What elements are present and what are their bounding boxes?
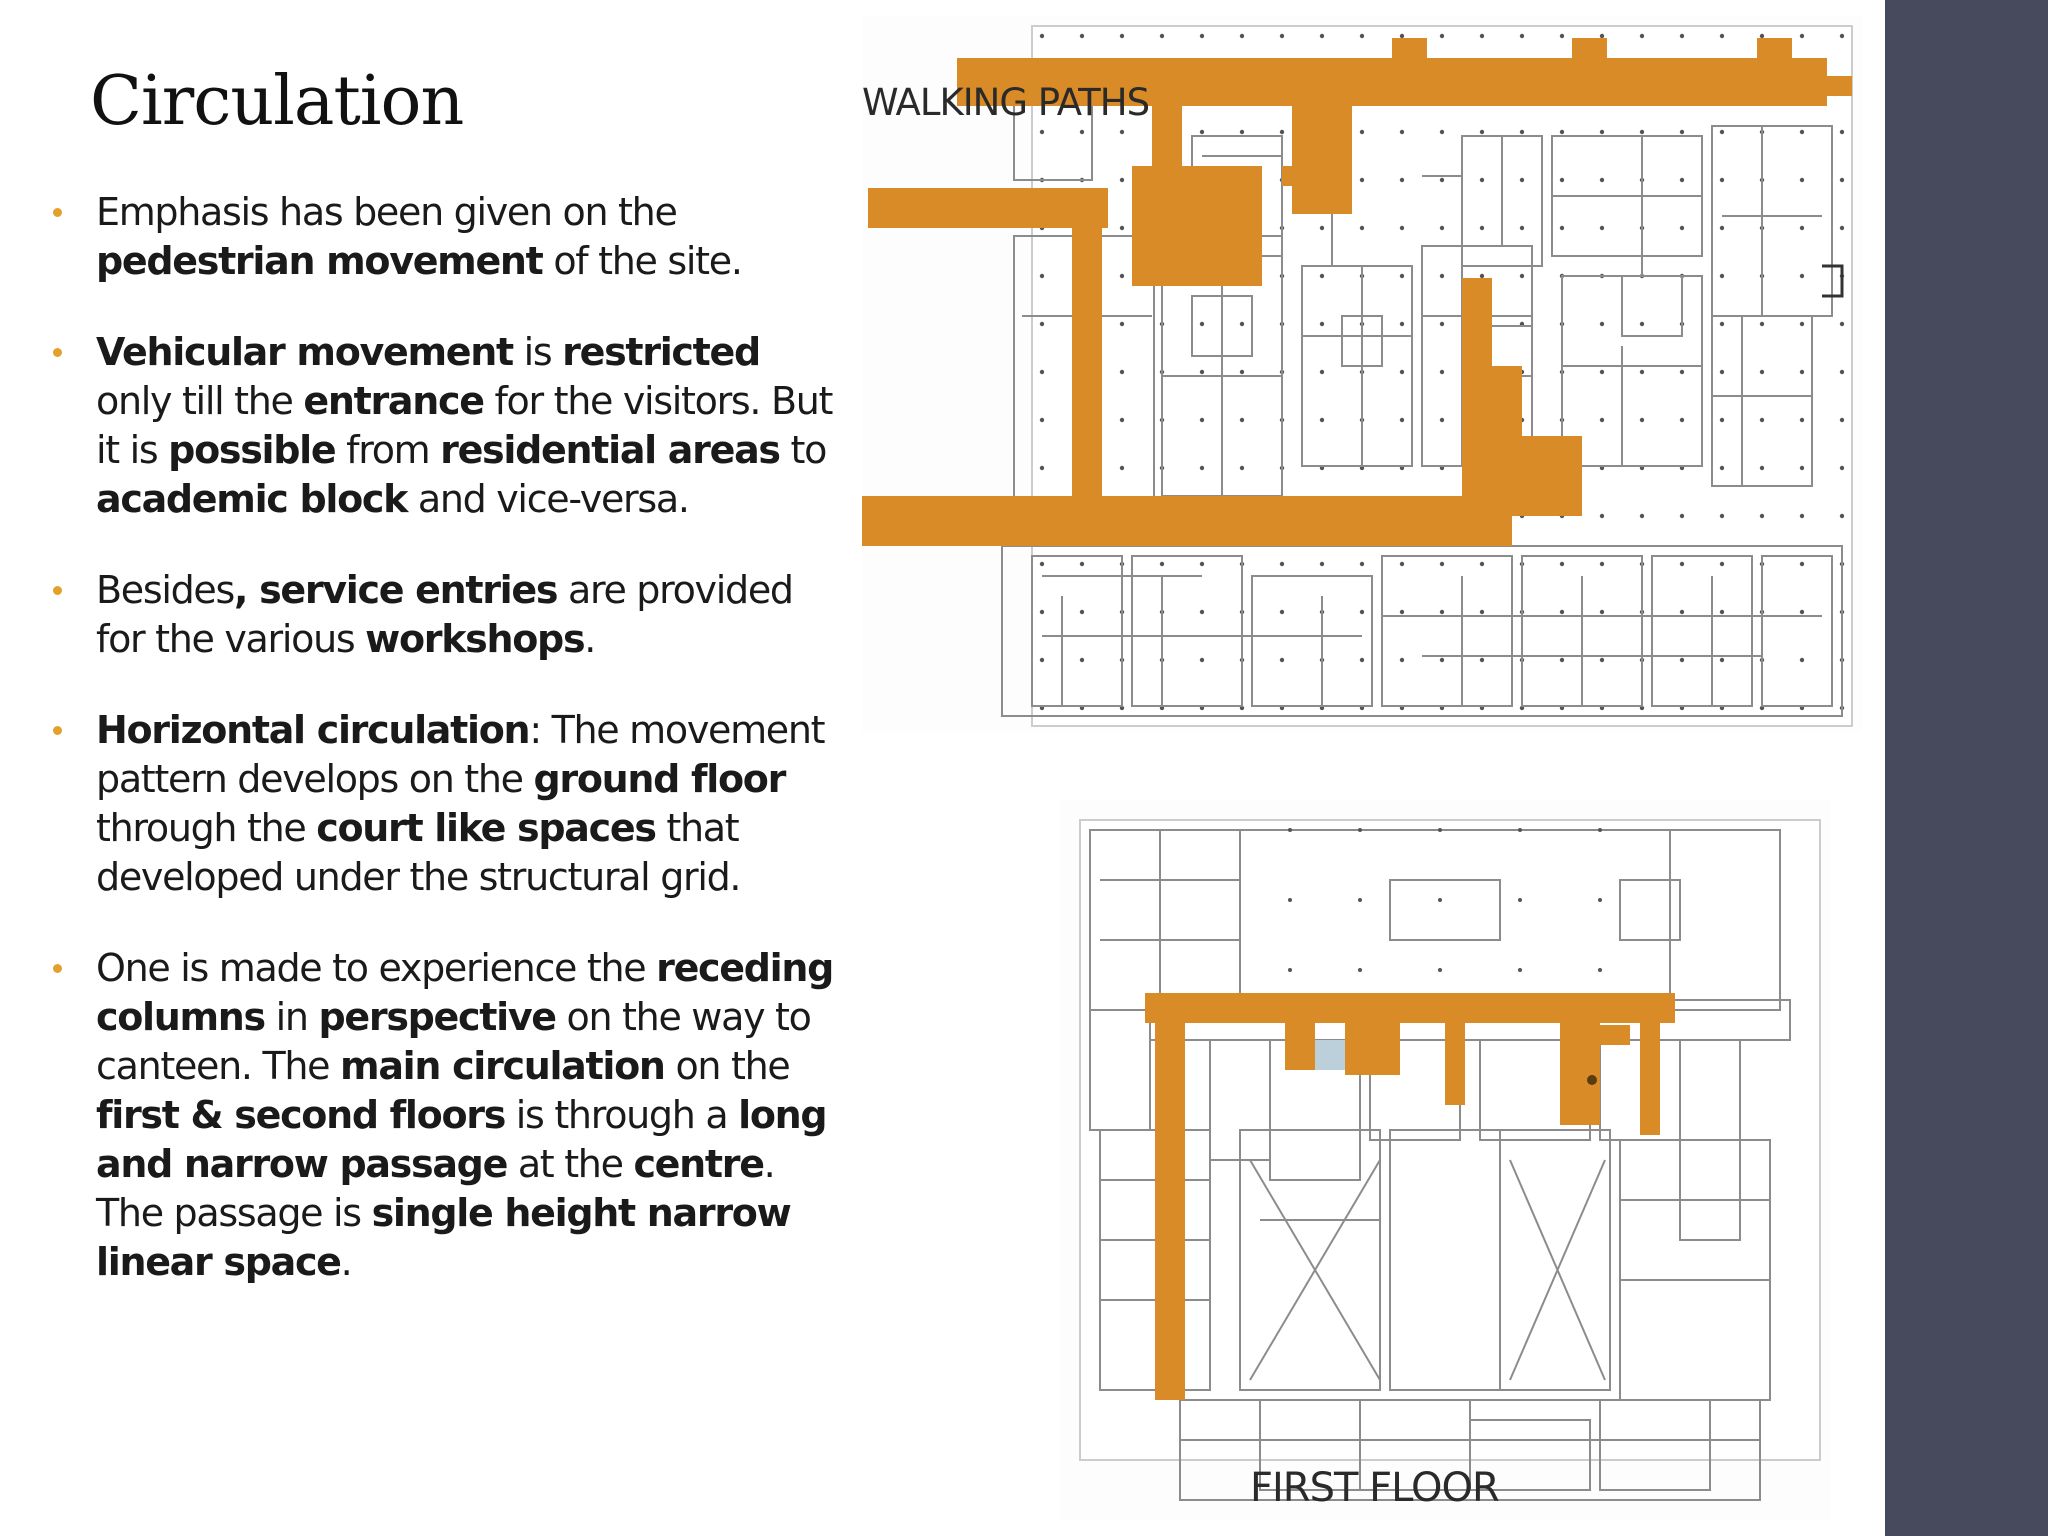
bullet-text-bold: pedestrian movement xyxy=(96,239,543,283)
bullet-text: on the xyxy=(664,1044,790,1088)
bullet-text: at the xyxy=(507,1142,634,1186)
bullet-text: from xyxy=(335,428,441,472)
bullet-marker-icon xyxy=(53,964,62,973)
bullet-text: in xyxy=(264,995,319,1039)
first-floor-label: FIRST FLOOR xyxy=(1250,1465,1499,1511)
bullet-item xyxy=(48,944,838,1287)
bullet-marker-icon xyxy=(53,586,62,595)
slide-sidebar-band xyxy=(1885,0,2048,1536)
bullet-text-bold: entrance xyxy=(303,379,484,423)
bullet-text: and vice-versa. xyxy=(407,477,689,521)
bullet-text-bold: residential areas xyxy=(440,428,780,472)
bullet-text: to xyxy=(779,428,827,472)
bullet-text-bold: single height narrow linear space xyxy=(96,1191,791,1284)
bullet-text-bold: Vehicular movement xyxy=(96,330,513,374)
bullet-text-bold: perspective xyxy=(318,995,556,1039)
bullet-text: One is made to experience the xyxy=(96,946,657,990)
first-floor-floorplan-drawing xyxy=(1060,800,1830,1520)
bullet-text: . xyxy=(340,1240,352,1284)
bullet-text: only till the xyxy=(96,379,304,423)
bullet-text-bold: main circulation xyxy=(340,1044,665,1088)
bullet-item xyxy=(48,188,838,286)
bullet-text-bold: restricted xyxy=(562,330,760,374)
bullet-text-bold: court like spaces xyxy=(316,806,656,850)
first-floor-plan xyxy=(1060,800,1830,1520)
bullet-text-bold: centre xyxy=(633,1142,764,1186)
bullet-text-bold: receding columns xyxy=(96,946,834,1039)
bullet-marker-icon xyxy=(53,726,62,735)
bullet-list xyxy=(48,188,838,1287)
bullet-text: through the xyxy=(96,806,317,850)
bullet-text: for the visitors. But it is xyxy=(96,379,833,472)
bullet-text: is xyxy=(512,330,563,374)
bullet-text-bold: Horizontal circulation xyxy=(96,708,530,752)
bullet-text: Besides xyxy=(96,568,235,612)
bullet-text: : The movement pattern develops on the xyxy=(96,708,825,801)
bullet-text: . xyxy=(584,617,596,661)
bullet-item xyxy=(48,328,838,524)
bullet-marker-icon xyxy=(53,208,62,217)
walking-paths-label: WALKING PATHS xyxy=(862,81,1150,124)
bullet-text: is through a xyxy=(505,1093,739,1137)
bullet-marker-icon xyxy=(53,348,62,357)
bullet-text-bold: possible xyxy=(168,428,336,472)
bullet-text: Emphasis has been given on the xyxy=(96,190,677,234)
bullet-text: that developed under the structural grid. xyxy=(96,806,741,899)
bullet-text-bold: first & second floors xyxy=(96,1093,506,1137)
walking-paths-plan xyxy=(862,16,1862,731)
bullet-text: are provided for the various xyxy=(96,568,793,661)
bullet-text: on the way to canteen. The xyxy=(96,995,811,1088)
slide-title: Circulation xyxy=(90,62,464,141)
bullet-text-bold: , service entries xyxy=(234,568,558,612)
bullet-text-bold: workshops xyxy=(365,617,585,661)
bullet-text-bold: long and narrow passage xyxy=(96,1093,827,1186)
bullet-text: of the site. xyxy=(542,239,742,283)
bullet-text-bold: academic block xyxy=(96,477,408,521)
bullet-item xyxy=(48,566,838,664)
bullet-item xyxy=(48,706,838,902)
bullet-text: . The passage is xyxy=(96,1142,775,1235)
bullet-text-bold: ground floor xyxy=(533,757,786,801)
